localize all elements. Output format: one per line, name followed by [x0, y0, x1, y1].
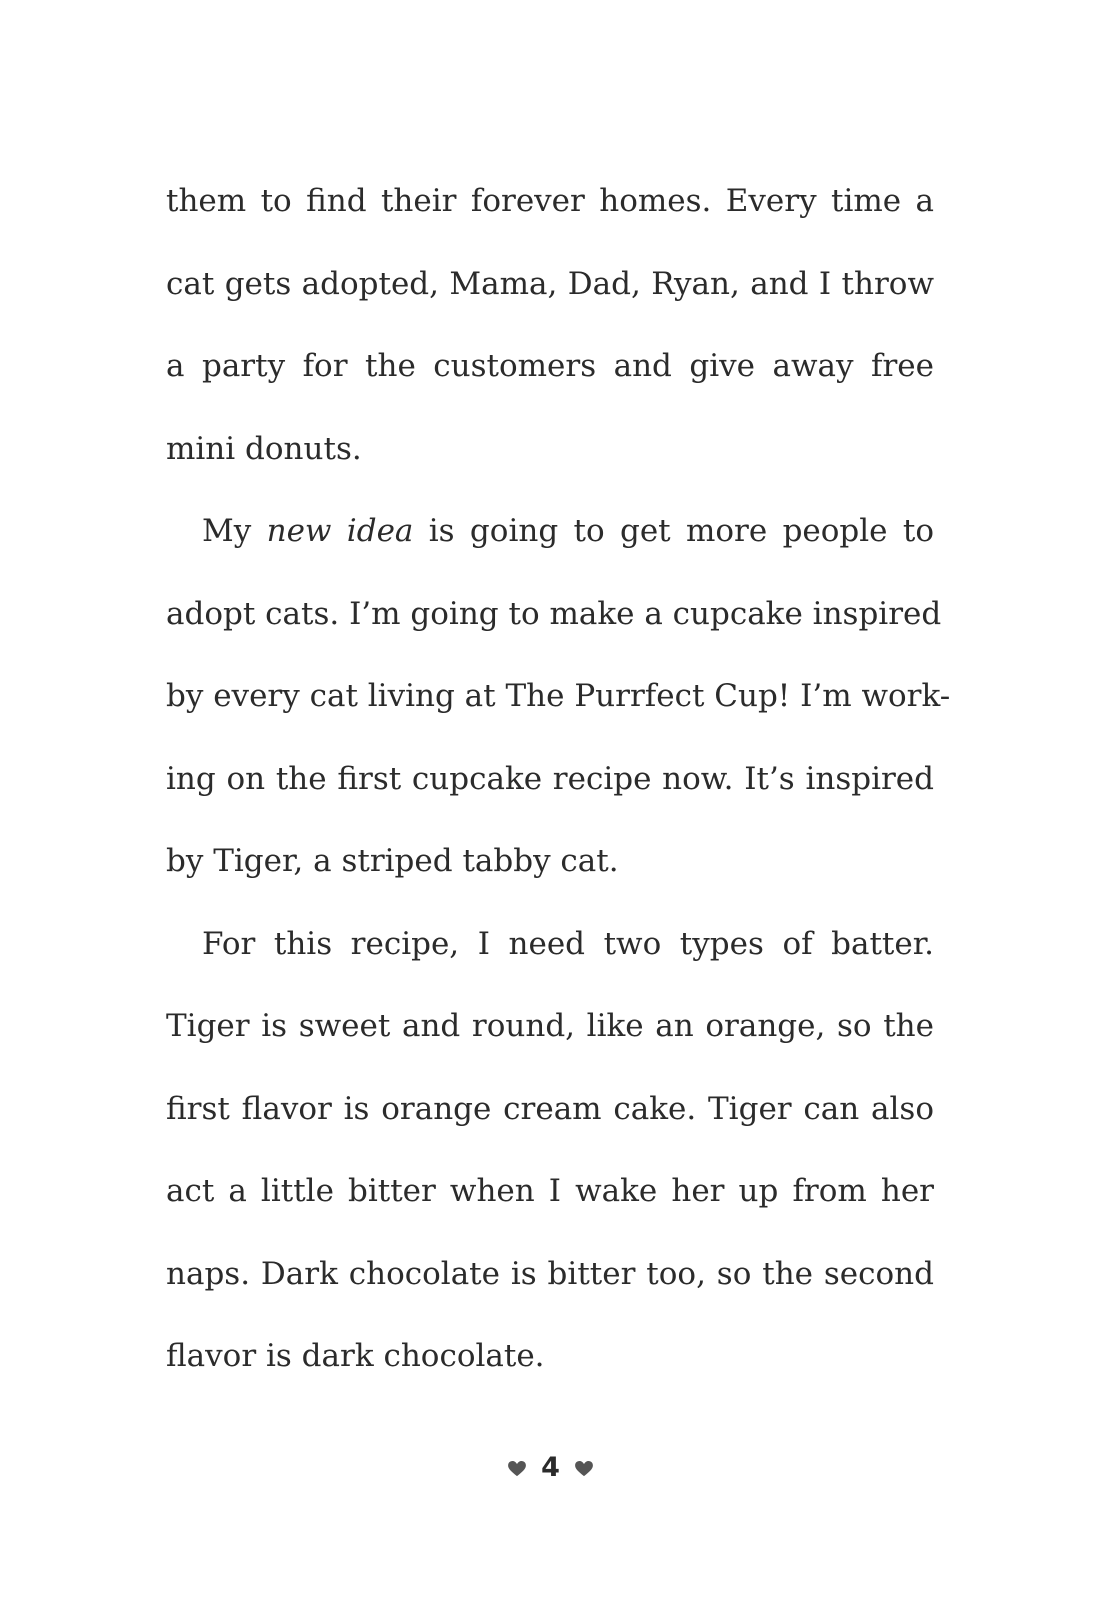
text-line: by Tiger, a striped tabby cat.: [166, 843, 619, 879]
text-line: [166, 490, 934, 573]
text-line: mini donuts.: [166, 430, 362, 467]
emphasized-text: new idea: [266, 513, 414, 549]
page-footer: [0, 1448, 1101, 1488]
text-line: adopt cats. I’m going to make a cupcake inspired: [166, 595, 942, 632]
text-line: flavor is dark chocolate.: [166, 1338, 545, 1374]
page-body: [166, 160, 951, 1398]
text-line: by every cat living at The Purrfect Cup! I’m work-: [166, 678, 951, 714]
text-line: ing on the first cupcake recipe now. It’s inspired: [166, 760, 934, 797]
page-number: 4: [541, 1452, 560, 1483]
text-line: them to find their forever homes. Every time a: [166, 183, 934, 219]
text-line: first flavor is orange cream cake. Tiger can also: [166, 1090, 934, 1127]
heart-icon: [575, 1461, 593, 1477]
text-segment: My: [202, 513, 267, 549]
text-segment: is going to get more people to: [413, 513, 934, 549]
text-line: Tiger is sweet and round, like an orange, so the: [166, 1008, 934, 1044]
text-line: a party for the customers and give away free: [166, 348, 934, 384]
heart-icon: [508, 1461, 526, 1477]
text-line: cat gets adopted, Mama, Dad, Ryan, and I throw: [166, 265, 934, 302]
text-line: For this recipe, I need two types of batter.: [202, 925, 934, 962]
text-line: naps. Dark chocolate is bitter too, so the second: [166, 1255, 934, 1292]
text-line: act a little bitter when I wake her up from her: [166, 1173, 934, 1209]
